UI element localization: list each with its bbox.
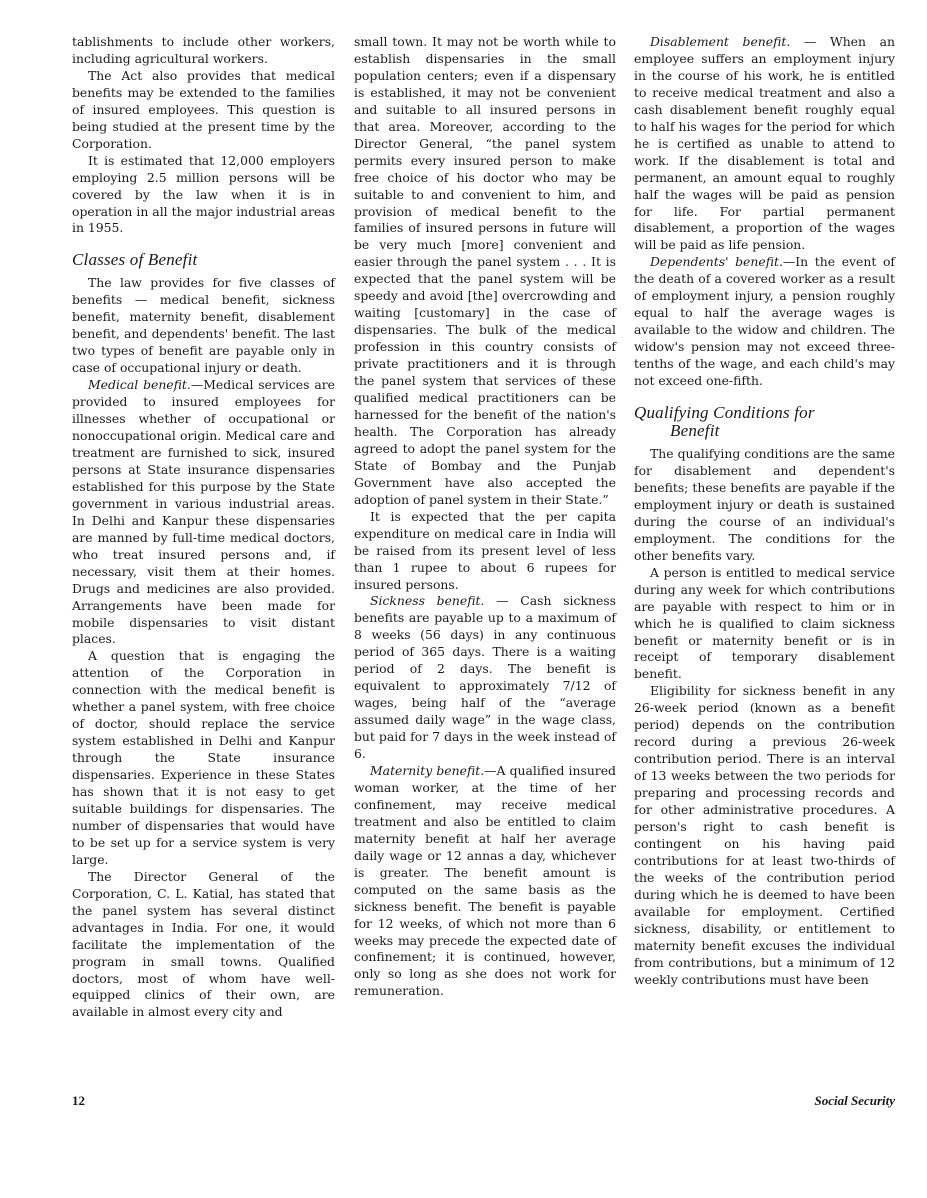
paragraph-text: It is expected that the per capita expenditure on medical care in India will be raised from its present level of less than 1 rupee to about 6 rupees for insured persons.	[354, 508, 616, 592]
section-heading	[72, 251, 335, 269]
paragraph	[72, 68, 335, 153]
paragraph	[72, 648, 335, 868]
paragraph-text: — Cash sickness benefits are payable up to a maximum of 8 weeks (56 days) in any continuous period of 365 days. There is a waiting period of 2 days. The benefit is equivalent to approximately 7/12 of wages, being half of the “average assumed daily wage” in the wage class, but paid for 7 days in the week instead of 6.	[354, 593, 616, 762]
paragraph	[634, 446, 895, 565]
section-heading-text-line2: Benefit	[670, 421, 720, 441]
paragraph-text: small town. It may not be worth while to establish dispensaries in the small population centers; even if a dispensary is established, it may not be convenient and suitable to all insured persons in that area. Moreover, according to the Director General, “the panel system permits every insured person to make free choice of his doctor who may be suitable to and convenient to him, and provision of medical benefit to the families of insured persons in future will be very much [more] convenient and easier through the panel system . . . It is expected that the panel system will be speedy and avoid [the] overcrowding and waiting [customary] in the case of dispensaries. The bulk of the medical profession in this country consists of private practitioners and it is through the panel system that services of these qualified medical practitioners can be harnessed for the benefit of the nation's health. The Corporation has already agreed to adopt the panel system for the State of Bombay and the Punjab Government have also accepted the adoption of panel system in their State.”	[354, 34, 616, 507]
paragraph-text: A question that is engaging the attention of the Corporation in connection with the medical benefit is whether a panel system, with free choice of doctor, should replace the service system established in Delhi and Kanpur through the State insurance dispensaries. Experience in these States has shown that it is not easy to get suitable buildings for dispensaries. The number of dispensaries that would have to be set up for a service system is very large.	[72, 648, 335, 867]
section-heading-text: Classes of Benefit	[72, 250, 198, 270]
run-in-heading: Dependents' benefit.	[650, 254, 783, 270]
paragraph	[354, 509, 616, 594]
paragraph	[72, 153, 335, 238]
paragraph-text: — When an employee suffers an employment injury in the course of his work, he is entitled to receive medical treatment and also a cash disablement benefit roughly equal to half his wages for the period for which he is certified as unable to attend to work. If the disablement is total and permanent, an amount equal to roughly half the wages will be paid as pension for life. For partial permanent disablement, a proportion of the wages will be paid as life pension.	[634, 34, 895, 253]
paragraph	[634, 254, 895, 390]
run-in-heading: Disablement benefit.	[650, 34, 791, 49]
paragraph-text: It is estimated that 12,000 employers employing 2.5 million persons will be covered by the law when it is in operation in all the major industrial areas in 1955.	[72, 152, 335, 236]
paragraph	[72, 275, 335, 377]
paragraph	[634, 683, 895, 988]
page-number: 12	[72, 1093, 85, 1108]
paragraph	[354, 34, 616, 509]
run-in-heading: Maternity benefit.	[370, 762, 485, 778]
paragraph-text: Eligibility for sickness benefit in any 26-week period (known as a benefit period) depends on the contribution record during a previous 26-week contribution period. There is an interval of 13 weeks between the two periods for preparing and processing records and for other administrative procedures. A person's right to cash benefit is contingent on his having paid contributions for at least two-thirds of the weeks of the contribution period during which he is deemed to have been available for employment. Certified sickness, disability, or entitlement to maternity benefit excuses the individual from contributions, but a minimum of 12 weekly contributions must have been	[634, 683, 895, 987]
paragraph-text: —Medical services are provided to insured employees for illnesses whether of occupational or nonoccupational origin. Medical care and treatment are furnished to sick, insured persons at State insurance dispensaries established for this purpose by the State government in various industrial areas. In Delhi and Kanpur these dispensaries are manned by full-time medical doctors, who treat insured persons and, if necessary, visit them at their homes. Drugs and medicines are also provided. Arrangements have been made for mobile dispensaries to visit distant places.	[72, 377, 335, 647]
paragraph	[634, 565, 895, 684]
run-in-heading: Sickness benefit.	[370, 593, 485, 609]
column-2	[354, 34, 616, 1000]
paragraph-text: The law provides for five classes of benefits — medical benefit, sickness benefit, maternity benefit, disablement benefit, and dependents' benefit. The last two types of benefit are payable only in case of occupational injury or death.	[72, 275, 335, 376]
paragraph-text: The Act also provides that medical benefits may be extended to the families of insured employees. This question is being studied at the present time by the Corporation.	[72, 67, 335, 151]
paragraph-text: —A qualified insured woman worker, at the time of her confinement, may receive medical treatment and also be entitled to claim maternity benefit at half her average daily wage or 12 annas a day, whichever is greater. The benefit amount is computed on the same basis as the sickness benefit. The benefit is payable for 12 weeks, of which not more than 6 weeks may precede the expected date of confinement; it is continued, however, only so long as she does not work for remuneration.	[354, 762, 616, 999]
running-title: Social Security	[814, 1093, 895, 1108]
column-3	[634, 34, 895, 989]
run-in-heading: Medical benefit.	[88, 377, 191, 393]
section-heading	[634, 404, 895, 440]
paragraph	[72, 34, 335, 68]
paragraph-text: A person is entitled to medical service during any week for which contributions are payable with respect to him or in which he is qualified to claim sickness benefit or maternity benefit or is in receipt of temporary disablement benefit.	[634, 564, 895, 682]
paragraph	[72, 377, 335, 648]
paragraph-text: —In the event of the death of a covered worker as a result of employment injury, a pension roughly equal to half the average wages is available to the widow and children. The widow's pension may not exceed three-tenths of the wage, and each child's may not exceed one-fifth.	[634, 254, 895, 389]
paragraph	[634, 34, 895, 254]
section-heading-text: Qualifying Conditions for	[634, 403, 815, 423]
paragraph-text: tablishments to include other workers, including agricultural workers.	[72, 34, 335, 66]
paragraph	[354, 593, 616, 763]
paragraph-text: The Director General of the Corporation, C. L. Katial, has stated that the panel system has several distinct advantages in India. For one, it would facilitate the implementation of the program in small towns. Qualified doctors, most of whom have well-equipped clinics of their own, are available in almost every city and	[72, 868, 335, 1020]
paragraph	[72, 869, 335, 1022]
column-1	[72, 34, 335, 1021]
paragraph-text: The qualifying conditions are the same for disablement and dependent's benefits; these benefits are payable if the employment injury or death is sustained during the course of an individual's employment. The conditions for the other benefits vary.	[634, 446, 895, 563]
paragraph	[354, 763, 616, 1000]
